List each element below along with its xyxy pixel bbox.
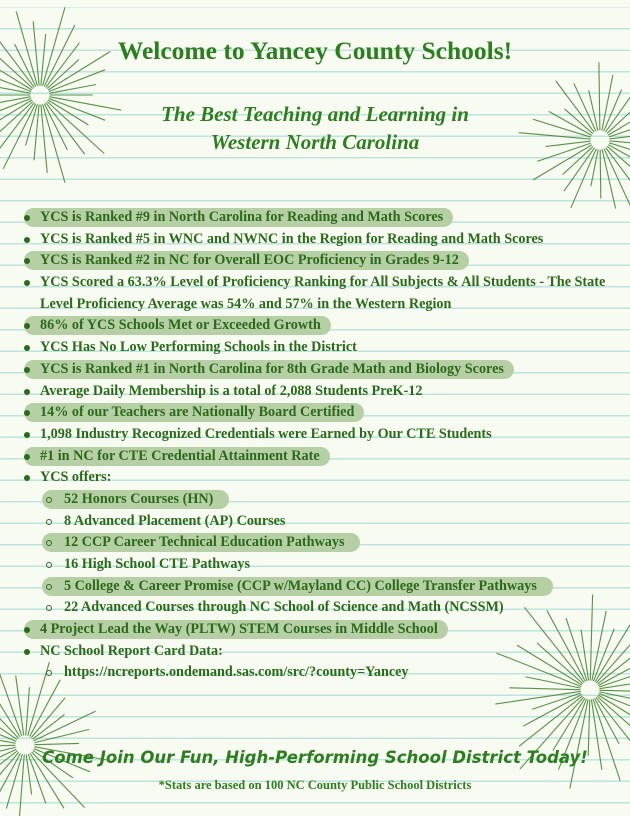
starburst-ray (570, 700, 588, 788)
list-item-text: 5 College & Career Promise (CCP w/Mayland CC) College Transfer Pathways (64, 577, 537, 594)
starburst-ray (33, 715, 64, 739)
call-to-action: Come Join Our Fun, High-Performing School District Today! (42, 748, 588, 767)
starburst-ray (30, 680, 60, 736)
bullet-icon (24, 237, 30, 243)
list-item-text: #1 in NC for CTE Credential Attainment Rate (40, 447, 320, 464)
list-item-text: 4 Project Lead the Way (PLTW) STEM Courses in Middle School (40, 621, 438, 638)
bullet-icon (24, 367, 30, 373)
bullet-icon (46, 605, 52, 611)
list-item-text: https://ncreports.ondemand.sas.com/src/?county=Yancey (64, 664, 409, 681)
sub-list-item (24, 576, 624, 598)
bullet-icon (24, 432, 30, 438)
bullet-icon (46, 584, 52, 590)
list-item-text: 8 Advanced Placement (AP) Courses (64, 512, 286, 529)
starburst-ray (16, 676, 24, 735)
starburst-ray (604, 149, 630, 214)
list-item-text: 86% of YCS Schools Met or Exceeded Growth (40, 317, 321, 334)
list-item (24, 446, 624, 468)
starburst-ray (533, 693, 581, 709)
sub-list-item (24, 489, 624, 511)
list-item-text: YCS is Ranked #5 in WNC and NWNC in the Region for Reading and Math Scores (40, 230, 544, 247)
bullet-icon (24, 454, 30, 460)
list-item (24, 424, 624, 446)
list-item-text: YCS is Ranked #1 in North Carolina for 8th Grade Math and Biology Scores (40, 360, 504, 377)
sub-list-item (24, 554, 624, 576)
starburst-ray (0, 699, 20, 736)
subtitle-line-1: The Best Teaching and Learning in (161, 102, 469, 126)
starburst-ray (0, 668, 22, 736)
sub-list-item (24, 662, 624, 684)
list-item (24, 359, 624, 381)
bullet-icon (24, 215, 30, 221)
starburst-ray (600, 150, 601, 198)
list-item (24, 641, 624, 663)
starburst-ray (26, 688, 30, 735)
bullet-icon (46, 497, 52, 503)
bullet-icon (46, 519, 52, 525)
list-item (24, 337, 624, 359)
bullet-icon (24, 649, 30, 655)
bullet-icon (24, 280, 30, 286)
list-item-text: Average Daily Membership is a total of 2,088 Students PreK-12 (40, 382, 423, 399)
list-item (24, 619, 624, 641)
list-item-text: 14% of our Teachers are Nationally Board Certified (40, 404, 355, 421)
starburst-ray (0, 67, 31, 89)
list-item (24, 272, 624, 315)
subtitle-line-2: Western North Carolina (210, 130, 420, 154)
list-item-text: YCS is Ranked #9 in North Carolina for Reading and Math Scores (40, 209, 444, 225)
starburst-ray (35, 743, 79, 744)
list-item (24, 381, 624, 403)
list-item-text: 16 High School CTE Pathways (64, 556, 251, 573)
page-subtitle (0, 100, 630, 156)
list-item-text: 12 CCP Career Technical Education Pathways (64, 534, 345, 551)
sub-list-item (24, 597, 624, 619)
list-item (24, 207, 624, 229)
sub-list-item (24, 532, 624, 554)
list-item-text: YCS Scored a 63.3% Level of Proficiency Ranking for All Subjects & All Students - The State Level Proficiency Average was 54% and 57% in the Western Region (40, 274, 606, 312)
list-item (24, 467, 624, 489)
starburst-ray (519, 696, 582, 746)
list-item-text: YCS is Ranked #2 in NC for Overall EOC Proficiency in Grades 9-12 (40, 252, 459, 269)
list-item (24, 402, 624, 424)
bullet-icon (46, 670, 52, 676)
list-item-text: NC School Report Card Data: (40, 642, 223, 659)
stats-list (24, 207, 624, 684)
sub-list-item (24, 511, 624, 533)
list-item (24, 250, 624, 272)
starburst-ray (510, 688, 580, 690)
bullet-icon (24, 475, 30, 481)
footnote: *Stats are based on 100 NC County Public School Districts (158, 778, 472, 792)
bullet-icon (24, 389, 30, 395)
list-item-text: 52 Honors Courses (HN) (64, 490, 214, 507)
starburst-ray (600, 690, 630, 691)
list-item-text: YCS Has No Low Performing Schools in the District (40, 339, 357, 356)
list-item-text: 1,098 Industry Recognized Credentials were Earned by Our CTE Students (40, 425, 492, 442)
list-item (24, 229, 624, 251)
list-item-text: 22 Advanced Courses through NC School of Science and Math (NCSSM) (64, 599, 504, 616)
bullet-icon (46, 562, 52, 568)
starburst-ray (600, 692, 630, 709)
bullet-icon (24, 345, 30, 351)
page-title: Welcome to Yancey County Schools! (117, 36, 513, 65)
starburst-ray (34, 711, 95, 740)
list-item (24, 315, 624, 337)
starburst-ray (0, 745, 15, 747)
list-item-text: YCS offers: (40, 469, 112, 486)
